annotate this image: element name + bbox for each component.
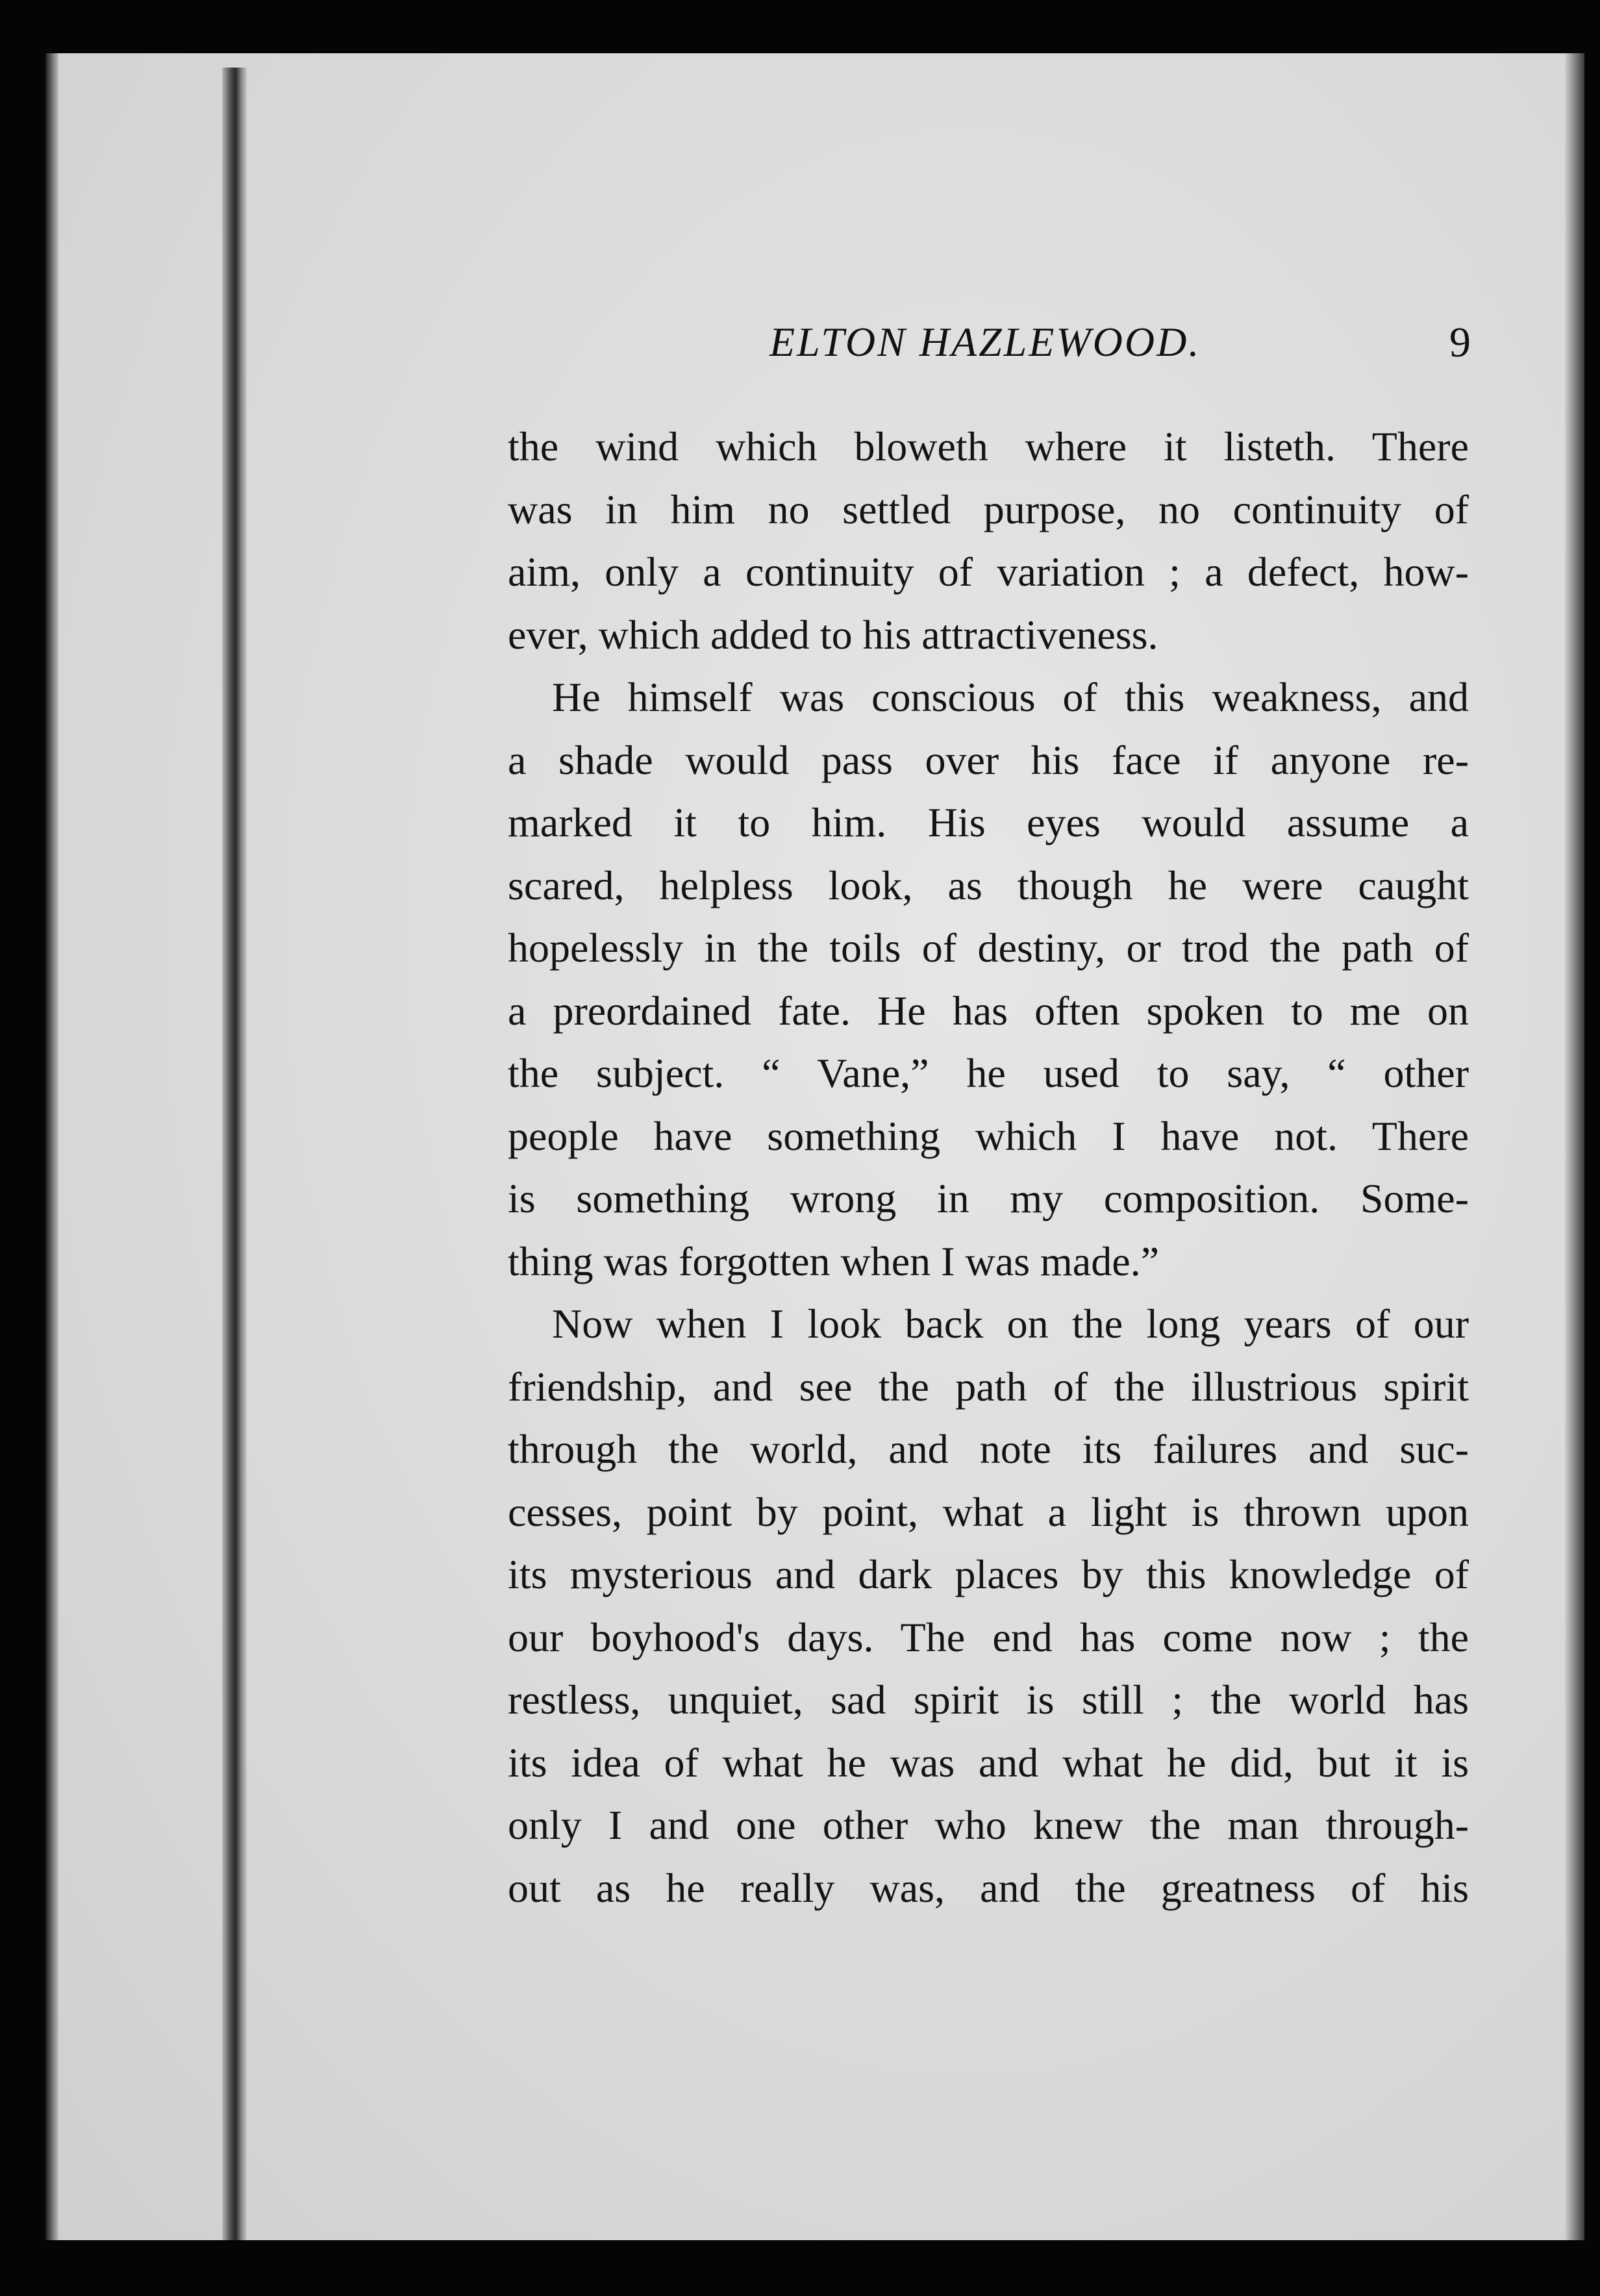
text-line: aim, only a continuity of variation ; a defect, how- <box>508 549 1469 595</box>
text-line: friendship, and see the path of the illustrious spirit <box>508 1363 1469 1410</box>
page-right-edge <box>1565 53 1584 2240</box>
text-line: cesses, point by point, what a light is thrown upon <box>508 1488 1469 1535</box>
text-line: a shade would pass over his face if anyone re- <box>508 736 1469 783</box>
text-line: the wind which bloweth where it listeth. There <box>508 423 1469 469</box>
text-line: He himself was conscious of this weakness, and <box>552 674 1469 720</box>
text-line: is something wrong in my composition. Some- <box>508 1175 1469 1221</box>
text-line: the subject. “ Vane,” he used to say, “ other <box>508 1050 1469 1096</box>
page-left-edge <box>45 53 58 2240</box>
binding-gutter <box>222 68 247 2240</box>
text-line: scared, helpless look, as though he were caught <box>508 862 1469 908</box>
text-line: hopelessly in the toils of destiny, or trod the path of <box>508 925 1469 971</box>
text-line: only I and one other who knew the man through- <box>508 1802 1469 1848</box>
page-number: 9 <box>1449 319 1471 366</box>
text-line: through the world, and note its failures and suc- <box>508 1426 1469 1472</box>
text-line: out as he really was, and the greatness of his <box>508 1864 1469 1911</box>
text-line: our boyhood's days. The end has come now ; the <box>508 1614 1469 1660</box>
text-line: restless, unquiet, sad spirit is still ; the world has <box>508 1677 1469 1723</box>
page-header <box>731 318 1484 377</box>
running-head: ELTON HAZLEWOOD. <box>769 319 1201 365</box>
text-line: its mysterious and dark places by this knowledge of <box>508 1551 1469 1597</box>
text-line: people have something which I have not. There <box>508 1112 1469 1159</box>
text-line: its idea of what he was and what he did, but it is <box>508 1739 1469 1786</box>
body-text <box>508 416 1469 1919</box>
text-line: thing was forgotten when I was made.” <box>508 1238 1159 1284</box>
text-line: ever, which added to his attractiveness. <box>508 611 1158 658</box>
text-line: was in him no settled purpose, no continuity of <box>508 486 1469 532</box>
text-line: Now when I look back on the long years of our <box>552 1301 1469 1347</box>
text-line: a preordained fate. He has often spoken to me on <box>508 987 1469 1034</box>
text-line: marked it to him. His eyes would assume a <box>508 799 1469 845</box>
